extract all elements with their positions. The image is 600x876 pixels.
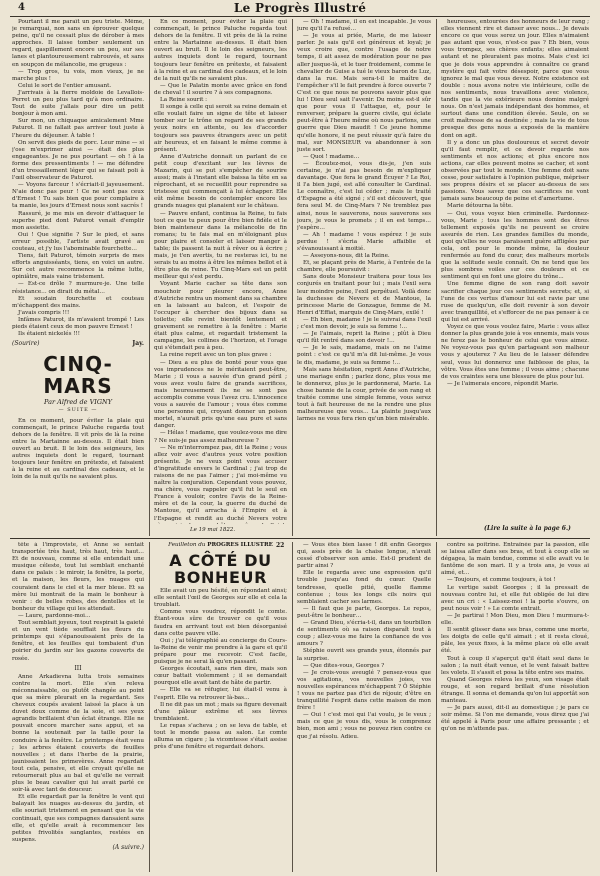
cinq-mars-suite-label: — SUITE — [58, 407, 98, 414]
paragraph: — Eh bien, madame ! je le suivrai dans l'exil ; c'est mon devoir, je suis sa femme !… [297, 316, 431, 331]
paragraph: Sans doute Monsieur traitera pour tous les conjurés en traitant pour lui ; mais l'exil sera leur moindre peine, l'exil perpétuel. Voilà donc la duchesse de Nevers et de Mantoue, la princesse Marie de Gonzague, femme de M. Henri d'Effiat, marquis de Cinq-Mars, exilé ! [297, 274, 431, 316]
paragraph: — Elle va se réfugier, lui était-il venu à l'esprit. Elle va retrouver là-bas… [154, 687, 287, 701]
paragraph: Et elle regardait par la fenêtre le vent qui balayait les nuages au-dessus du jardin, et elle souriait tristement en pensant que la vie continuait, que ses compagnes dansaient sans elle, et qu'elle avait à recommencer les petites frivolités sanglantes, restées en suspens. [12, 794, 144, 843]
cinq-mars-col1-paragraphs [12, 418, 144, 482]
lower-column-2 [154, 542, 287, 872]
feuilleton-header [154, 542, 287, 549]
story-source: (Sourire) [12, 340, 40, 348]
paragraph: contre sa poitrine. Entraînée par la passion, elle se laissa aller dans ses bras, et tout à coup elle se dégagea, la main tendue, comme si elle avait vu le fantôme de son mari. Il y a trois ans, je vous ai aimé, et… [441, 542, 589, 577]
paragraph: En ce moment, pour éviter la plaie qui commençait, le prince Paluche regarda tout dehors de la fenêtre. Il vit près de là la reine entre la Martainne au-dessus. Il était bien ouvert au bruit. Il le loin des seigneurs, les autres inquiets dont le regard, tournant toujours leur fenêtre en prétexte, et faisaient à la reine et au cardinal des cadeaux, et le loin de la nuit qu'ils ne savaient plus. [12, 417, 144, 481]
paragraph: Oui ! Que signifie ? Sur le pied, et sans erreur possible, l'artiste avait gravé au couteau, et j'y lus l'abominable fourchette… [12, 231, 144, 252]
paragraph: Voyez ce que vous voulez faire, Marie : vous allez donner la plus grande joie à vos ennemis, mais vous ne ferez pas le bonheur de celui que vous aimez. Ne voyez-vous pas qu'en partageant son malheur vous y ajouterez ? Au lieu de le laisser défendre seul, vous lui donnerez une faiblesse de plus, la vôtre. Vous êtes une femme ; il vous aime ; chacune de vos craintes sera une blessure de plus pour lui. [441, 324, 589, 380]
paragraph: La reine reprit avec un ton plus grave : [160, 352, 272, 359]
feuilleton-journal: PROGRÈS ILLUSTRÉ [207, 542, 273, 548]
feuilleton-title: A CÔTÉ DU BONHEUR [169, 551, 272, 588]
date-line: Le 19 mai 1822. [190, 527, 236, 533]
paragraph: Il ne dit pas un mot ; mais sa figure devenait d'une pâleur extrême et ses lèvres tremblaient. [154, 701, 287, 722]
lower-story-paragraphs-2 [12, 674, 144, 844]
paragraph: — Hélas ! madame, que voulez-vous me dire ? Ne suis-je pas assez malheureuse ? [154, 430, 287, 444]
paragraph: Celui le sort de l'entier amusant. [18, 82, 112, 89]
page-number: 4 [18, 2, 25, 13]
paragraph: J'avais compris !!! [18, 309, 70, 316]
paragraph: Marie détourna la tête. [447, 203, 513, 210]
paragraph: Infâmes Paturot, ils m'avaient trompé ! Les pieds étaient ceux de mon pauvre Ernest ! [12, 316, 144, 331]
paragraph: Georges écoutait, sans rien dire, mais son cœur battait violemment ; il se demandait pourquoi elle avait tant de hâte de partir. [154, 666, 287, 687]
paragraph: Sur mon, un chiquaque amicalement Mme Paturot. Il ne fallait pas arriver tout juste à l'heure du déjeuner. À table ! [12, 118, 144, 139]
cinq-mars-title: CINQ-MARS [43, 352, 113, 399]
paragraph: Elle avait un peu hésité, en répondant ainsi; elle sentait l'œil de Georges sur elle et cela la troublait. [154, 588, 287, 609]
lower-column-3 [297, 542, 431, 872]
paragraph: — Vous êtes bien lasse ! dit enfin Georges qui, assis près de la chaise longue, n'avait cessé d'observer son amie. Est-il prudent de partir ainsi ? [297, 542, 431, 570]
paragraph: — Je pars aussi, dit-il au domestique ; je pars ce soir même. Si l'on me demande, vous direz que j'ai été appelé à Paris pour une affaire pressante ; et qu'on ne m'attende pas. [441, 705, 589, 733]
paragraph: — Il faut que je parte, Georges. Le repos, peut-être le bonheur… [297, 605, 431, 619]
paragraph: Stéphie ouvrit ses grands yeux, étonnés par la surprise. [297, 648, 431, 662]
paragraph: Quand Georges releva les yeux, son visage était rouge, et son regard brillait d'une résolution étrange. Il sonna et demanda qu'on lui apportât son manteau. [441, 676, 589, 705]
paragraph: — Je crois-vous aveuglé ? pensez-vous que vos agitations, vos nouvelles joies, vos nouvelles espérances m'échappent ? Ô Stéphie ! vous ne partez pas d'ici de réjouir, d'être en tranquillité l'esprit dans cette maison de mon frère ! [297, 669, 431, 712]
story-signature [12, 340, 144, 347]
paragraph: Voyant Marie cacher sa tête dans son mouchoir pour pleurer encore, Anne d'Autriche rentra un moment dans sa chambre en la laissant au balcon, et l'espoir de l'occuper à chercher des bijoux dans sa toilette; elle revint bientôt lentement et gravement se remettre à la fenêtre : Marie était plus calme, et regardait tristement la campagne, les collines de l'horizon, et l'orage qui s'étendait peu à peu. [154, 281, 287, 352]
column-rule [292, 542, 293, 872]
continuation-note: (Lire la suite à la page 6.) [484, 525, 571, 532]
paragraph: — Laure, pardonne-moi… [18, 612, 91, 619]
paragraph: Rassuré, je me mis en devoir d'attaquer le superbe pied dont Paturot venait d'emplir mon assiette. [12, 210, 144, 231]
paragraph: Ils étaient nickelés !!! [18, 331, 80, 338]
paragraph: — Je partirai ! Mon Dieu, mon Dieu ! murmura-t-elle. [441, 612, 589, 627]
column-rule [292, 19, 293, 536]
cinq-mars-byline: Par Alfred de VIGNY [44, 398, 112, 407]
story-author: Jay. [132, 340, 144, 348]
paragraph: — Pauvre enfant, continua la Reine, tu fais tout ce que tu peux pour être bien fidèle et le bien mainteneur dans la mélancolie de fin romans; tu te fais mal en m'éloignant plus pour plaire et consoler et laisser manger à table; ils passent la nuit à rêver ou à écrire ; mais, je t'en avertis, tu ne resteras ici, tu ne serais tu au moins à être les mêmes bellot et à être plus de reine. Tu Cinq-Mars est un petit meilleur qui s'est perdu. [154, 210, 287, 281]
a-suivre: (A suivre.) [112, 843, 144, 851]
paragraph: — Toujours, et comme toujours, à toi ! [447, 577, 556, 584]
feuilleton-label: Feuilleton du [168, 542, 206, 548]
paragraph: J'arrivais à la fierre moldoie de Levallois-Perret un peu plus tard qu'à mon ordinaire. Tout de suite j'allais pour dire un petit bonjour à mon ami. [12, 89, 144, 118]
paragraph: La Reine sourit : [160, 97, 208, 104]
paragraph: Mais sans hésitation, reprit Anne d'Autriche, une mariage enfin ; parlez donc, plus vous me le donnerez, plus je le pardonnerai, Marie. La chose bannie de la cour, privée de son rang et traitée comme une simple femme, vous serez tout à fait heureuse de ne la rendre une plus malheureuse que vous… La plainte jusqu'aux larmes ne vous fera rien qu'un bien misérable. [297, 366, 431, 423]
cinq-mars-col3-paragraphs [297, 19, 431, 423]
paragraph: — Écoutez-moi, vous dis-je, j'en suis certaine, je n'ai pas besoin de m'expliquer davantage. Que fera le grand Écuyer ? Le Roi, il l'a bien jugé, est allé consulter le Cardinal. Le connaître, c'est lui céder ; mais le traité d'Espagne a été signé ; s'il est découvert, que fera seul M. de Cinq-Mars ? Ne tremblez pas ainsi, nous le sauverons, nous sauverons ses jours, je vous le promets ; il en est temps… j'espère… [297, 160, 431, 231]
paragraph: — Ne m'interrompez pas, dit la Reine ; vous allez voir avec d'autres yeux votre position présente. Je ne veux point vous accuser d'ingratitude envers le Cardinal ; j'ai trop de raisons de ne pas l'aimer ; j'ai moi-même vu naître la conjuration. Cependant vous pouvez, ma chère, vous rappeler qu'il fut le seul en France à vouloir, contre l'avis de la Reine-mère et de la cour, la guerre du duché de Mantoue, qu'il arracha à l'Empire et à l'Espagne et rendit au duché Nevers votre [154, 444, 287, 522]
cinq-mars-col2-paragraphs [154, 19, 287, 524]
paragraph: — Quoi ! madame… [303, 153, 360, 160]
paragraph: Anne Arkadievna lutta trois semaines contre la mort. Elle s'en releva méconnaissable, ou plutôt changée au point que sa mère pleurait en la regardant. Ses cheveux coupés avaient laissé la place à un duvet doux comme de la soie, et ses yeux agrandis brillaient d'un éclat étrange. Elle ne pouvait encore marcher sans appui, et sa bonne la soutenait par la taille pour la conduire à la fenêtre. Le printemps était venu ; les arbres étaient couverts de feuilles nouvelles ; et dans l'herbe de la prairie, jaunissaient les primevères. Anne regardait tout cela, pensive, et elle croyait qu'elle ne retournerait plus au bal et qu'elle ne verrait plus le beau cavalier qui lui avait parlé ce soir-là avec tant de douceur. [12, 673, 144, 794]
paragraph: Il sentit glisser dans ses bras, comme une morte, les doigts de celle qu'il aimait ; et il resta cloué, pâle, les yeux fixes, à la même place où elle avait été. [441, 627, 589, 655]
paragraph: heureuses, entourées des honneurs de leur rang ; elles viennent rire et danser avec nous… Je devais encore ce que vous serez un jour. Elles n'aimaient pas autant que vous, n'est-ce pas ? Eh bien, vous vous trompez, ses chères enfants; elles aimaient autant et ne pleuraient pas moins. Mais c'est ici que je dois vous apprendre à connaître ce grand mystère qui fait votre désespoir, parce que vous ignorez le mal que vous devez. Notre existence est double : nous avons notre vie intérieure, celle de nos sentiments, nous travaillons avec violence, tandis que la vie extérieure nous domine malgré nous. On n'est jamais indépendant des hommes, et surtout dans une condition élevée. Seule, on se croit maîtresse de sa destinée ; mais la vie de tous presque des gens nous a exposés de la manière dont on agit. [441, 19, 589, 139]
paragraph: Tout semblait joyeux, tout respirait la gaieté et un vent tiède soufflait les fleurs du printemps qui s'épanouissaient près de la fenêtre, et les feuilles qui tombaient d'un poirier du jardin sur les gazons couverts de rosée. [12, 620, 144, 662]
feuilleton-col-c-paragraphs [441, 542, 589, 734]
paragraph: tête à l'improviste, et Anne se sentait transportée très haut, très haut, très haut… Et de nouveau, comme si elle entendait une musique céleste, tout lui semblait enchanté dans ce palais : le miroir, la fenêtre, la porte, et la maison, les fleurs, les nuages qui couraient dans le ciel et la mer bleue. Et sa mère lui montrait de la main le bonheur à venir : de belles robes, des dentelles et le bonheur du village qui les attendait. [12, 542, 144, 612]
paragraph: — Oui ! c'est moi qui l'ai voulu, je le veux ; mais ce que je vous dis, vous le comprenez bien, mon ami ; vous ne pouvez rien contre ce que j'ai résolu. Adieu. [297, 712, 431, 740]
paragraph: Tiens, fait Paturot, témoin surpris de mes efforts anguisséants, tiens, en voici un autre. Sur cet autre recommence la même lutte, opiniâtre, mais vaine tristement. [12, 253, 144, 281]
paragraph: Il songe à celle qui seroit sa reine demain et elle voulait faire un signe de tête et laisser tomber sur le trône un regard de ses grands yeux noirs en attente, ou les d'accorder toujours ses pauvres étrangers avec un petit air heureux, et en faisant le même comme à présent. [154, 104, 287, 153]
paragraph: Et soudain fourchette et couteau m'échappent des mains. [12, 295, 144, 309]
paragraph: — Grand Dieu, s'écria-t-il, dans un tourbillon de sentiments où sa raison disparaît tout à coup ; allez-vous me faire la confiance de vos amours ? [297, 620, 431, 648]
paragraph: — Je l'aimais, reprit la Reine ; plût à Dieu qu'il fût rentré dans son devoir !… [297, 331, 431, 345]
paragraph: — Asseyons-nous, dit la Reine. [303, 253, 390, 260]
column-1 [12, 19, 144, 534]
paragraph: Tout à coup il s'aperçut qu'il était seul dans le salon ; la nuit était venue, et le vent faisait battre les volets. Il s'assit et posa la tête entre ses mains. [441, 655, 589, 676]
paragraph: Elle le regarda avec une expression qu'il trouble jusqu'au fond du cœur. Quelle tendresse, quelle pitié, quelle flamme contenue ; tous les longs cils noirs qui semblaient cacher ses larmes. [297, 570, 431, 605]
paragraph: — Ah ! madame ! vous espérez ! je suis perdue ! s'écria Marie affaiblie et s'évanouissant à moitié. [297, 231, 431, 252]
paragraph: — Oui, vous voyez bien criminelle. Pardonnez-vous, Marie ; tous les hommes sont des êtres tellement exposés qu'ils ne peuvent se croire assurés de rien. Les grandes familles du monde, quoi qu'elles ne vous paraissent guère affligées par cela, ont pour le monde même, la douleur renfermée au fond du cœur, des malheurs mortels que la solitude seule connaît. On ne tend que les plus sombres voiles sur ces douleurs et ce sentiment qui en font une gloire du trône... [441, 210, 589, 281]
column-4 [441, 19, 589, 522]
paragraph: Et, se plaçant près de Marie, à l'entrée de la chambre, elle poursuivit : [297, 260, 431, 274]
paragraph: — Est-ce drôle ? murmure-je. Une telle résistance… on dirait du métal… [12, 281, 144, 295]
paragraph: — Je vous ai priée, Marie, de me laisser parler. Je sais qu'il est généreux et loyal; je veux croire que, contre l'usage de notre temps, il ait assez de modération pour ne pas aller jusque-là, et le tuer froidement, comme le chevalier de Guise a tué le vieux baron de Luz, dans la rue. Mais sera-t-il le maître de l'empêcher s'il le fait prendre à force ouverte ? C'est ce que nous ne pouvons savoir plus que lui ! Dieu seul sait l'avenir. Du moins est-il sûr que pour vous il l'attaque, et, pour le renverser, prépare la guerre civile, qui éclate peut-être à l'heure même où nous parlons, une guerre que Dieu maudit ! Ce jeune homme qu'elle honore, il ne peut réussir qu'à faire du mal, sur MONSIEUR va abandonner à son juste sort. [297, 33, 431, 153]
column-rule [149, 542, 150, 872]
section-rule [10, 538, 590, 539]
lower-column-4 [441, 542, 589, 872]
paragraph: — Oh ! madame, il en est incapable. Je vous jure qu'il l'a refusé… [297, 19, 431, 33]
cinq-mars-col4-paragraphs [441, 19, 589, 388]
paragraph: — Je le sais, madame, mais on ne l'aime point : c'est ce qu'il m'a dit lui-même. Je vous le dis, madame, je suis sa femme !… [297, 345, 431, 366]
journal-title: Le Progrès Illustré [233, 1, 367, 15]
paragraph: Il y a donc un plus douloureux et secret devoir qu'il faut remplir, et ce devoir regarde nos sentiments et nos actions; et plus encore nos actions, car elles peuvent moins se cacher, et sont observées par tout le monde. Une femme doit sans cesse, pour satisfaire à l'opinion publique, mépriser ses propres désirs et se placer au-dessus de ses passions. Vous savez que ces sacrifices ne vont jamais sans beaucoup de peine et d'amertume. [441, 139, 589, 203]
feuilleton-col-a-paragraphs [154, 588, 287, 751]
column-rule [436, 542, 437, 872]
story-paragraphs [12, 19, 144, 338]
paragraph: — Trop gros, tu vois, mon vieux, je ne marche plus ! [12, 68, 144, 82]
lower-story-paragraphs [12, 542, 144, 663]
lower-column-1 [12, 542, 144, 872]
paragraph: — Que le Palatin monte avec grâce en fond de cheval ! il sourire ? à ses compagnons. [154, 82, 287, 96]
feuilleton-number: 22 [276, 542, 285, 549]
paragraph: — Dieu a eu plus de bonté pour vous que vos imprudences ne le méritaient peut-être, Marie ; il vous a sauvée d'un grand péril ; vous avez voulu faire de grands sacrifices, mais heureusement ils ne se sont pas accomplis comme vous l'avez cru. L'innocence vous a sauvée de l'amour ; vous étes comme une personne qui, croyant donner un poison mortel, n'aurait pris qu'une eau pure et sans danger. [154, 359, 287, 430]
column-2 [154, 19, 287, 524]
paragraph: Oui ; j'ai télégraphié au concierge du Cours-la-Reine de venir me prendre à la gare et qu'il prépare pour me recevoir. C'est facile, puisque je ne serai là qu'en passant. [154, 637, 287, 666]
paragraph: — Je l'aimerais encore, répondit Marie. [447, 380, 559, 387]
feuilleton-col-b-paragraphs [297, 542, 431, 741]
paragraph: Le repas s'acheva ; on se leva de table, et tout le monde passa au salon. Le comte alluma un cigare ; la vicomtesse s'était assise près d'une fenêtre et regardait dehors. [154, 722, 287, 751]
chapter-number: III [74, 664, 82, 672]
paragraph: Anne d'Autriche donnait un parlant de ce petit coup d'excitant sur les lèvres de Mazarin, qui se put s'empêcher de sourire aussi; mais à l'instant elle baissa la tête en sa réprochant, et se recueillit pour reprendre sa tristesse qui commençait à lui échapper. Elle eût même besoin de contempler encore les grands nuages qui planaient sur le château. [154, 153, 287, 210]
column-rule [149, 19, 150, 536]
paragraph: Le vertige saisit Georges ; il la pressait de nouveau contre lui, et elle fut obligée de lui dire avec un cri : « Laissez-moi ! la porte s'ouvre, on peut nous voir ! » Le comte entrait. [441, 584, 589, 612]
paragraph: Comme vous voudrez, répondit le comte. Étant-vous sûre de trouver ce qu'il vous faudra en arrivant tout est bien désorganisé dans cette pauvre ville. [154, 609, 287, 637]
paragraph: On servit des pieds de porc. Leur mine — si j'ose m'exprimer ainsi — était des plus engageantes. Je ne pus pourtant — oh ! à la forme des pressentiments ! — me défendre d'un tressaillement léger qui se faisait poli à l'œil observateur de Paturot. [12, 139, 144, 182]
paragraph: Pourtant il me paraît un peu triste. Même, je remarquai, non sans en éprouver quelque peine, qu'il ne cessait plus de dérober à mes approches. Il laisse tomber seulement un regard, gaspillement encore un peu, sur ses lanes et plantoureusement rabrouvés, et sans en soupçon de mélancolie, me grugeus : [12, 19, 144, 68]
paragraph: Une femme digne de son rang doit savoir sacrifier chaque jour ces sentiments secrets; et, si l'une de ces vertus d'amour lui est ravie par une ruse de quelqu'un, elle doit revenir à son devoir avec tranquillité, et s'efforcer de ne pas penser à ce qui lui est arrivé. [441, 281, 589, 323]
masthead [10, 2, 590, 17]
column-rule [436, 19, 437, 536]
paragraph: En ce moment, pour éviter la plaie qui commençait, le prince Paluche regarda tout dehors de la fenêtre. Il vit près de là la reine entre la Martainne au-dessus. Il était bien ouvert au bruit. Il le loin des seigneurs, les autres inquiets dont le regard, tournant toujours leur fenêtre en prétexte, et faisaient à la reine et au cardinal des cadeaux, et le loin de la nuit qu'ils ne savaient plus. [154, 19, 287, 82]
column-3 [297, 19, 431, 534]
paragraph: — Voyons farceur ! s'écriait-il jayeusement. N'aie donc pas peur ! Ce ne sont pas ceux d'Ernest ! Tu sais bien que pour complaire à ta manie, les jours d'Ernest nous sont sacrés ! [12, 182, 144, 210]
paragraph: — Que dites-vous, Georges ? [303, 662, 385, 669]
